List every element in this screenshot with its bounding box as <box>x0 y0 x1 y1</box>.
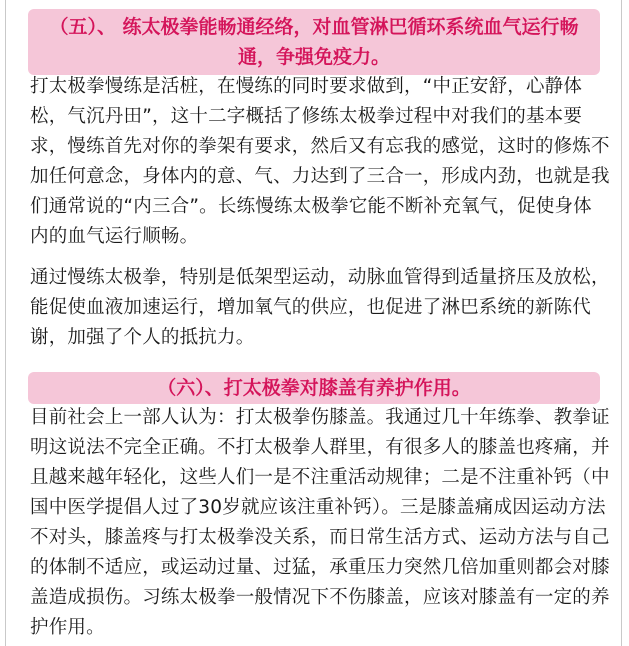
section-5-paragraph-2: 通过慢练太极拳，特别是低架型运动，动脉血管得到适量挤压及放松， 能促使血液加速运行，增加氧气的供应，也促进了淋巴系统的新陈代谢，加强了个人的抵抗力。 <box>30 267 610 348</box>
section-6-paragraph-1: 目前社会上一部人认为：打太极拳伤膝盖。我通过几十年练拳、教拳证明这说法不完全正确。不打太极拳人群里，有很多人的膝盖也疼痛，并且越来越年轻化，这些人们一是不注重活动规律；二是不注重补钙（中国中医学提倡人过了30岁就应该注重补钙）。三是膝盖痛成因运动方法不对头，膝盖疼与打太极拳没关系，而日常生活方式、运动方法与自己的体制不适应，或运动过量、过猛，承重压力突然几倍加重则都会对膝盖造成损伤。习练太极拳一般情况下不伤膝盖，应该对膝盖有一定的养护作用。 <box>30 407 610 638</box>
section-5-paragraph-1: 打太极拳慢练是活桩，在慢练的同时要求做到，“中正安舒，心静体松，气沉丹田”，这十二字概括了修练太极拳过程中对我们的基本要求，慢练首先对你的拳架有要求，然后又有忘我的感觉，这时的修炼不加任何意念，身体内的意、气、力达到了三合一，形成内劲，也就是我们通常说的“内三合”。长练慢练太极拳它能不断补充氧气，促使身体内的血气运行顺畅。 <box>30 76 610 247</box>
section-5-heading: （五）、 练太极拳能畅通经络，对血管淋巴循环系统血气运行畅通，争强免疫力。 <box>28 9 600 75</box>
section-6-heading: （六）、打太极拳对膝盖有养护作用。 <box>28 372 600 404</box>
